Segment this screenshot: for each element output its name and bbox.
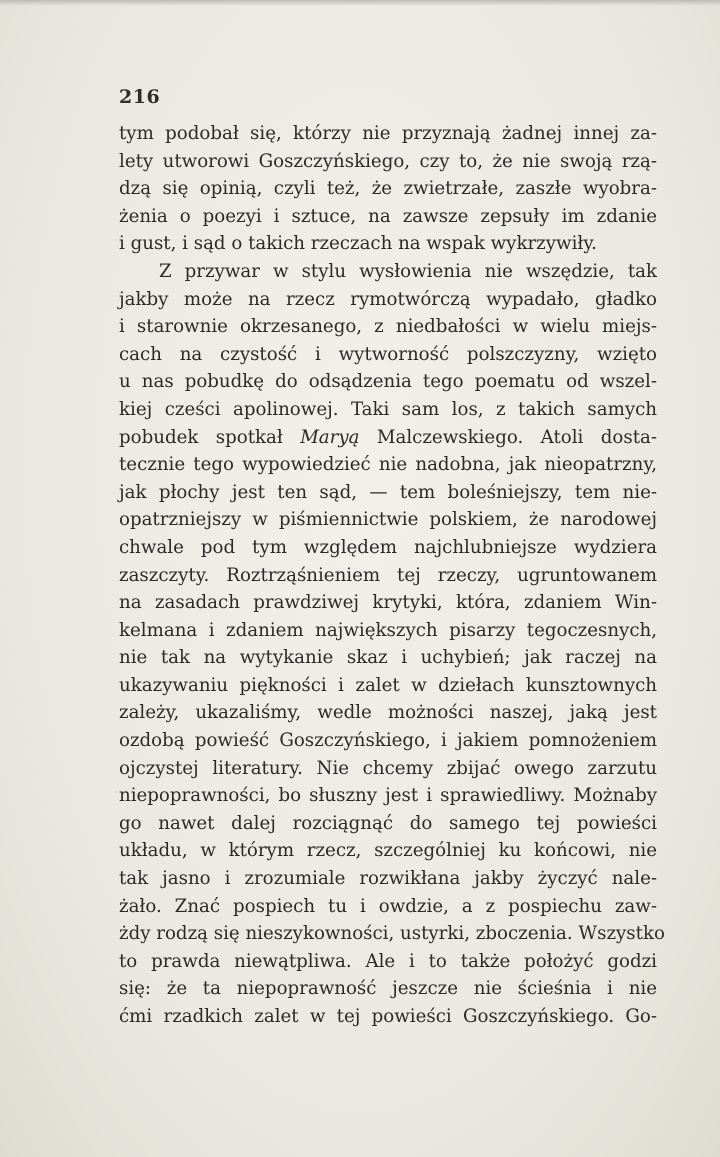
page-top-edge [0, 0, 720, 6]
text-line: go nawet dalej rozciągnąć do samego tej powieści [119, 812, 657, 834]
text-line: niepoprawności, bo słuszny jest i sprawiedliwy. Możnaby [119, 785, 657, 807]
text-line: u nas pobudkę do odsądzenia tego poematu od wszel- [119, 371, 657, 393]
text-line: ćmi rzadkich zalet w tej powieści Goszczyńskiego. Go- [119, 1006, 657, 1027]
text-line-with-italic [119, 424, 657, 452]
text-line: żdy rodzą się nieszykowności, ustyrki, zboczenia. Wszystko [119, 923, 665, 945]
text-line: tecznie tego wypowiedzieć nie nadobna, jak nieopatrzny, [119, 454, 657, 476]
text-fragment: Malczewskiego. Atoli dosta- [359, 426, 657, 448]
text-line: i starownie okrzesanego, z niedbałości w wielu miejs- [119, 316, 657, 338]
text-line: tak jasno i zrozumiale rozwikłana jakby życzyć nale- [119, 868, 657, 890]
text-line: tym podobał się, którzy nie przyznają żadnej innej za- [119, 123, 657, 144]
text-line: zależy, ukazaliśmy, wedle możności naszej, jaką jest [119, 702, 657, 724]
text-line: nie tak na wytykanie skaz i uchybień; jak raczej na [119, 647, 657, 669]
text-line: ukazywaniu piękności i zalet w dziełach kunsztownych [119, 674, 657, 696]
body-text [119, 120, 665, 1031]
text-line: układu, w którym rzecz, szczególniej ku końcowi, nie [119, 840, 657, 862]
text-line: ozdobą powieść Goszczyńskiego, i jakiem pomnożeniem [119, 730, 657, 752]
text-line: żało. Znać pospiech tu i owdzie, a z pospiechu zaw- [119, 895, 657, 917]
paragraph-start-line: Z przywar w stylu wysłowienia nie wszędzie, tak [159, 260, 657, 282]
text-fragment: pobudek spotkał [119, 426, 301, 448]
text-line: ojczystej literatury. Nie chcemy zbijać owego zarzutu [119, 757, 657, 779]
text-line: kiej cześci apolinowej. Taki sam los, z takich samych [119, 398, 657, 420]
text-line: jak płochy jest ten sąd, — tem boleśniejszy, tem nie- [119, 481, 657, 503]
text-line: się: że ta niepoprawność jeszcze nie ścieśnia i nie [119, 978, 657, 1000]
text-line: dzą się opinią, czyli też, że zwietrzałe, zaszłe wyobra- [119, 178, 657, 200]
text-line: cach na czystość i wytworność polszczyzny, wzięto [119, 343, 657, 365]
text-line: lety utworowi Goszczyńskiego, czy to, że nie swoją rzą- [119, 150, 657, 172]
text-line: żenia o poezyi i sztuce, na zawsze zepsuły im zdanie [119, 205, 657, 227]
text-line: to prawda niewątpliwa. Ale i to także położyć godzi [119, 950, 657, 972]
text-line: na zasadach prawdziwej krytyki, która, zdaniem Win- [119, 592, 657, 614]
italic-title: Maryą [300, 426, 360, 448]
text-line: kelmana i zdaniem największych pisarzy tegoczesnych, [119, 619, 657, 641]
text-line: i gust, i sąd o takich rzeczach na wspak wykrzywiły. [119, 233, 597, 255]
text-line: opatrzniejszy w piśmiennictwie polskiem, że narodowej [119, 509, 657, 531]
text-line: jakby może na rzecz rymotwórczą wypadało, gładko [119, 288, 657, 310]
text-line: zaszczyty. Roztrząśnieniem tej rzeczy, ugruntowanem [119, 564, 657, 586]
page-number: 216 [119, 86, 161, 108]
text-line: chwale pod tym względem najchlubniejsze wydziera [119, 536, 657, 558]
